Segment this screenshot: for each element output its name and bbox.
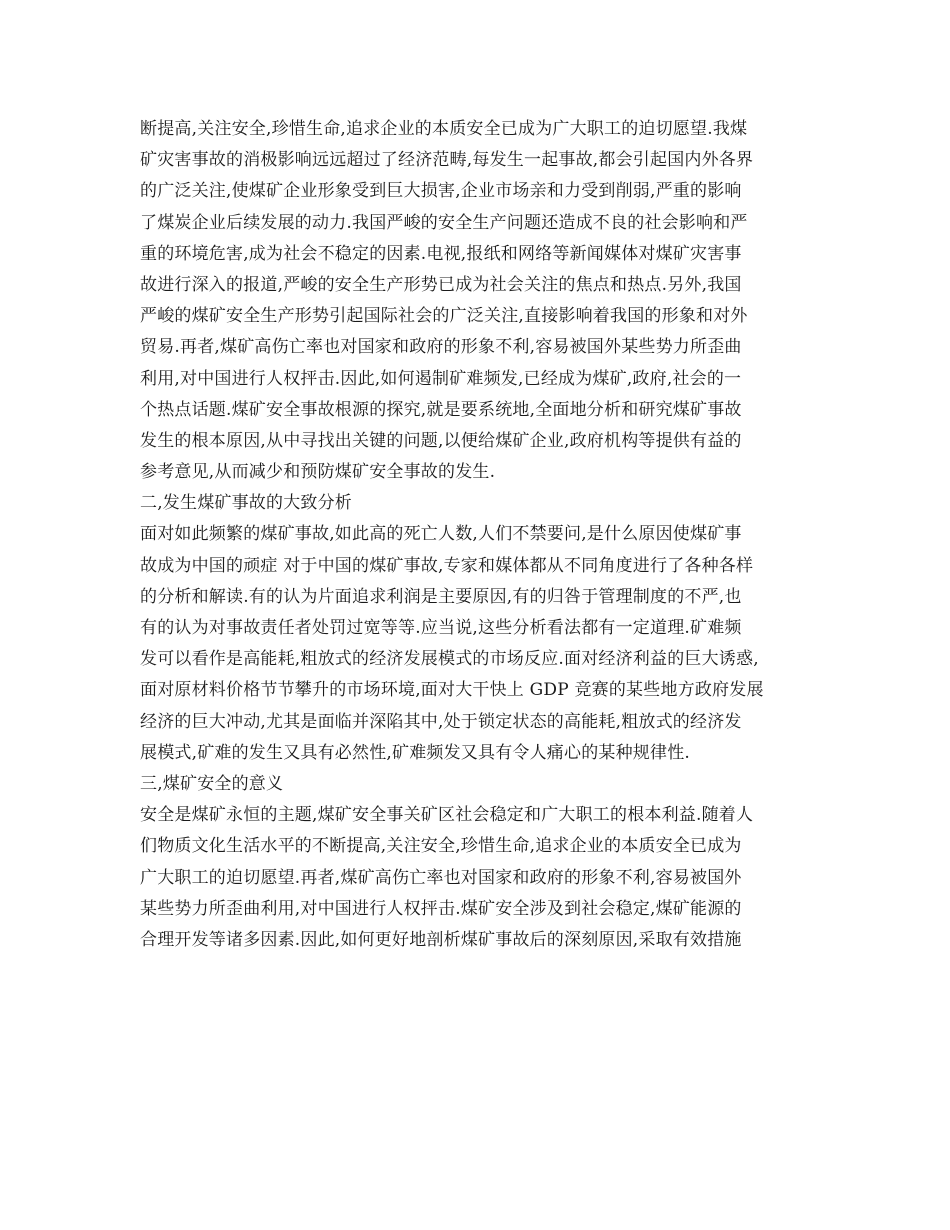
text-line: 经济的巨大冲动,尤其是面临并深陷其中,处于锁定状态的高能耗,粗放式的经济发 [140,711,742,732]
text-line: 的广泛关注,使煤矿企业形象受到巨大损害,企业市场亲和力受到削弱,严重的影响 [140,181,742,202]
text-line: 的分析和解读.有的认为片面追求利润是主要原因,有的归咎于管理制度的不严,也 [140,586,742,607]
text-line: 贸易.再者,煤矿高伤亡率也对国家和政府的形象不利,容易被国外某些势力所歪曲 [140,337,742,358]
text-line: 故成为中国的顽症 对于中国的煤矿事故,专家和媒体都从不同角度进行了各种各样 [140,555,754,576]
text-line: 利用,对中国进行人权抨击.因此,如何遏制矿难频发,已经成为煤矿,政府,社会的一 [140,368,742,389]
paragraph-1 [140,114,820,488]
text-line: 面对如此频繁的煤矿事故,如此高的死亡人数,人们不禁要问,是什么原因使煤矿事 [140,524,742,545]
paragraph-3 [140,800,820,956]
text-line: 安全是煤矿永恒的主题,煤矿安全事关矿区社会稳定和广大职工的根本利益.随着人 [140,805,754,826]
text-line: 某些势力所歪曲利用,对中国进行人权抨击.煤矿安全涉及到社会稳定,煤矿能源的 [140,898,742,919]
text-line: 面对原材料价格节节攀升的市场环境,面对大干快上 GDP 竞赛的某些地方政府发展 [140,680,764,701]
text-line: 广大职工的迫切愿望.再者,煤矿高伤亡率也对国家和政府的形象不利,容易被国外 [140,867,742,888]
text-line: 个热点话题.煤矿安全事故根源的探究,就是要系统地,全面地分析和研究煤矿事故 [140,399,742,420]
document-body [140,114,820,956]
paragraph-2 [140,519,820,769]
text-line: 展模式,矿难的发生又具有必然性,矿难频发又具有令人痛心的某种规律性. [140,742,691,763]
text-line: 重的环境危害,成为社会不稳定的因素.电视,报纸和网络等新闻媒体对煤矿灾害事 [140,243,742,264]
text-line: 参考意见,从而减少和预防煤矿安全事故的发生. [140,462,496,483]
text-line: 了煤炭企业后续发展的动力.我国严峻的安全生产问题还造成不良的社会影响和严 [140,212,748,233]
text-line: 故进行深入的报道,严峻的安全生产形势已成为社会关注的焦点和热点.另外,我国 [140,274,742,295]
text-line: 有的认为对事故责任者处罚过宽等等.应当说,这些分析看法都有一定道理.矿难频 [140,618,742,638]
text-line: 们物质文化生活水平的不断提高,关注安全,珍惜生命,追求企业的本质安全已成为 [140,836,742,857]
text-line: 发生的根本原因,从中寻找出关键的问题,以便给煤矿企业,政府机构等提供有益的 [140,430,742,451]
text-line: 发可以看作是高能耗,粗放式的经济发展模式的市场反应.面对经济利益的巨大诱惑, [140,649,759,670]
section-heading-2: 二,发生煤矿事故的大致分析 [140,493,353,514]
text-line: 断提高,关注安全,珍惜生命,追求企业的本质安全已成为广大职工的迫切愿望.我煤 [140,119,748,139]
section-heading-3: 三,煤矿安全的意义 [140,773,284,794]
text-line: 矿灾害事故的消极影响远远超过了经济范畴,每发生一起事故,都会引起国内外各界 [140,150,754,171]
text-line: 合理开发等诸多因素.因此,如何更好地剖析煤矿事故后的深刻原因,采取有效措施 [140,929,742,950]
text-line: 严峻的煤矿安全生产形势引起国际社会的广泛关注,直接影响着我国的形象和对外 [140,306,748,327]
